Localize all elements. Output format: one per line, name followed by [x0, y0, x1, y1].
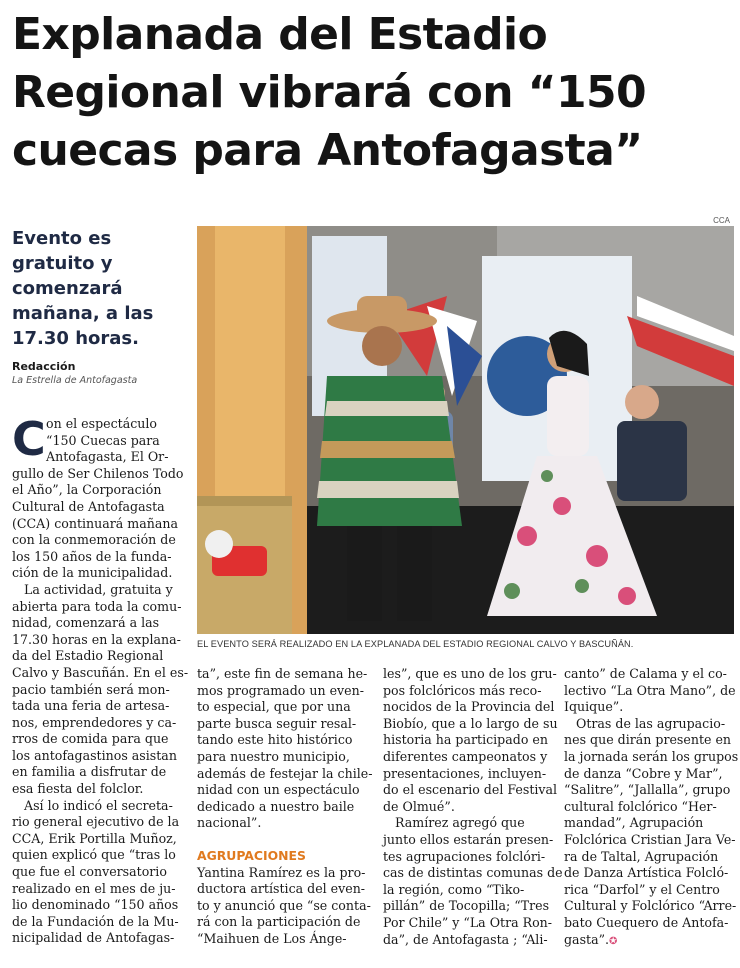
text-line: canto” de Calama y el co-	[564, 666, 727, 681]
text-line: de la Fundación de la Mu-	[12, 913, 179, 929]
subheadline-line: comenzará	[12, 278, 123, 299]
text-line: tes agrupaciones folclóri-	[383, 848, 546, 864]
text-line: el Año”, la Corporación	[12, 482, 162, 498]
text-line: “Maihuen de Los Ánge-	[197, 930, 347, 946]
text-line: tada una feria de artesa-	[12, 698, 170, 714]
text-line: con la conmemoración de	[12, 532, 176, 548]
article-column-3	[383, 666, 563, 948]
headline-line: cuecas para Antofagasta”	[12, 125, 643, 176]
text-line: de Olmué”.	[383, 798, 455, 814]
text-line: La actividad, gratuita y	[24, 581, 173, 597]
article-photo	[197, 226, 734, 634]
text-line: rros de comida para que	[12, 731, 169, 747]
author-publication: La Estrella de Antofagasta	[12, 375, 138, 386]
text-line: en familia a disfrutar de	[12, 764, 167, 780]
text-line: quien explicó que “tras lo	[12, 847, 176, 863]
text-line: nos, emprendedores y ca-	[12, 714, 177, 730]
text-line: “Salitre”, “Jallalla”, grupo	[564, 782, 731, 798]
end-mark-icon: ✪	[609, 935, 618, 947]
text-line: abierta para toda la comu-	[12, 598, 182, 614]
text-line: “150 Cuecas para	[46, 432, 160, 448]
headline-line: Explanada del Estadio	[12, 9, 548, 60]
text-line: tando este hito histórico	[197, 732, 353, 748]
text-line: los 150 años de la funda-	[12, 548, 172, 564]
text-line: ta”, este fin de semana he-	[197, 666, 368, 681]
subheadline	[12, 226, 182, 351]
text-line: pacio también será mon-	[12, 681, 170, 697]
text-line: Biobío, que a lo largo de su	[383, 715, 558, 731]
text-line: rá con la participación de	[197, 914, 361, 930]
text-line: diferentes campeonatos y	[383, 748, 548, 764]
text-line: Antofagasta, El Or-	[46, 449, 169, 465]
spacer	[197, 832, 369, 848]
subheadline-line: gratuito y	[12, 253, 113, 274]
text-line: on el espectáculo	[46, 416, 158, 431]
text-line: Folclórica Cristian Jara Ve-	[564, 831, 736, 847]
text-line: además de festejar la chile-	[197, 765, 373, 781]
text-line: mos programado un even-	[197, 682, 364, 698]
text-line: les”, que es uno de los gru-	[383, 666, 557, 681]
text-line: do el escenario del Festival	[383, 782, 558, 798]
text-line: pillán” de Tocopilla; “Tres	[383, 898, 550, 914]
text-line: da”, de Antofagasta ; “Ali-	[383, 931, 548, 947]
author-name: Redacción	[12, 360, 76, 373]
text-line: Por Chile” y “La Otra Ron-	[383, 914, 553, 930]
text-line: Yantina Ramírez es la pro-	[197, 864, 366, 880]
text-line: la región, como “Tiko-	[383, 881, 525, 897]
article-column-1	[12, 412, 190, 947]
text-line: de danza “Cobre y Mar”,	[564, 765, 723, 781]
text-line: nidad, comenzará a las	[12, 615, 160, 631]
text-line: Otras de las agrupacio-	[576, 715, 726, 731]
headline	[12, 6, 732, 180]
text-line: Iquique”.	[564, 699, 624, 715]
headline-line: Regional vibrará con “150	[12, 67, 647, 118]
text-line: parte busca seguir resal-	[197, 715, 357, 731]
text-line: lectivo “La Otra Mano”, de	[564, 682, 736, 698]
text-line: Así lo indicó el secreta-	[24, 797, 173, 813]
text-line: to especial, que por una	[197, 699, 351, 715]
text-line: pos folclóricos más reco-	[383, 682, 542, 698]
text-line: esa fiesta del folclor.	[12, 781, 144, 797]
text-line: que fue el conversatorio	[12, 864, 167, 880]
text-line: cas de distintas comunas de	[383, 865, 563, 881]
text-line: Calvo y Bascuñán. En el es-	[12, 664, 189, 680]
text-line: dedicado a nuestro baile	[197, 798, 355, 814]
text-line: CCA, Erik Portilla Muñoz,	[12, 830, 177, 846]
text-line: la jornada serán los grupos	[564, 748, 739, 764]
subheadline-line: Evento es	[12, 228, 112, 249]
byline	[12, 360, 192, 386]
text-line: presentaciones, incluyen-	[383, 765, 547, 781]
photo-dancers-icon	[197, 226, 734, 634]
text-line: junto ellos estarán presen-	[383, 831, 554, 847]
text-line: rica “Darfol” y el Centro	[564, 881, 720, 897]
photo-credit: CCA	[713, 216, 730, 225]
text-line: Cultural y Folclórico “Arre-	[564, 898, 737, 914]
text-line: nes que dirán presente en	[564, 732, 732, 748]
text-line: nidad con un espectáculo	[197, 782, 360, 798]
text-line: para nuestro municipio,	[197, 748, 350, 764]
text-line: lio denominado “150 años	[12, 897, 179, 913]
drop-cap: C	[12, 412, 46, 466]
text-line	[564, 932, 736, 951]
text-line: nicipalidad de Antofagas-	[12, 930, 175, 946]
text-line: de Danza Artística Folcló-	[564, 865, 729, 881]
text-line: rio general ejecutivo de la	[12, 814, 180, 830]
photo-caption: EL EVENTO SERÁ REALIZADO EN LA EXPLANADA DEL ESTADIO REGIONAL CALVO Y BASCUÑÁN.	[197, 639, 634, 649]
text-line: (CCA) continuará mañana	[12, 515, 178, 531]
text-line: nocidos de la Provincia del	[383, 699, 555, 715]
subheadline-line: 17.30 horas.	[12, 328, 139, 349]
text-line: Ramírez agregó que	[395, 815, 525, 831]
text-line: da del Estadio Regional	[12, 648, 164, 664]
text-line: ra de Taltal, Agrupación	[564, 848, 719, 864]
section-title: AGRUPACIONES	[197, 847, 306, 863]
text-line: ción de la municipalidad.	[12, 565, 173, 581]
text-line: nacional”.	[197, 815, 262, 831]
text-line-end: gasta”.	[564, 931, 610, 947]
article-column-2	[197, 666, 373, 948]
text-line: cultural folclórico “Her-	[564, 798, 717, 814]
text-line: to y anunció que “se conta-	[197, 897, 371, 913]
article-column-4	[564, 666, 739, 950]
text-line: mandad”, Agrupación	[564, 815, 704, 831]
text-line: historia ha participado en	[383, 732, 548, 748]
text-line: realizado en el mes de ju-	[12, 880, 176, 896]
subheadline-line: mañana, a las	[12, 303, 154, 324]
text-line: bato Cuequero de Antofa-	[564, 914, 729, 930]
text-line: los antofagastinos asistan	[12, 747, 177, 763]
text-line: ductora artística del even-	[197, 881, 366, 897]
text-line: 17.30 horas en la explana-	[12, 631, 181, 647]
text-line: gullo de Ser Chilenos Todo	[12, 465, 184, 481]
text-line: Cultural de Antofagasta	[12, 498, 165, 514]
